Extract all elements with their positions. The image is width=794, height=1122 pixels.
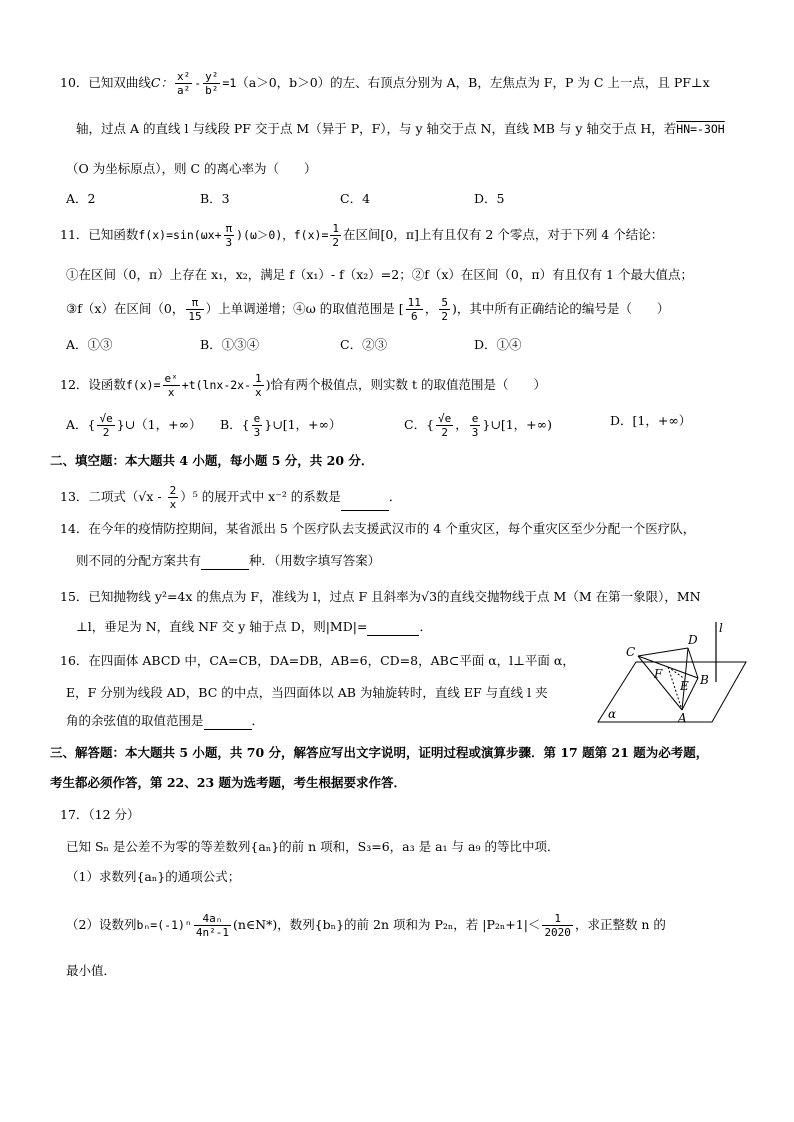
q12-a-den: 2	[102, 426, 110, 439]
label-l: l	[719, 621, 723, 635]
q12-func-mid: +t(lnx-2x-	[181, 378, 252, 392]
q15-b: ．	[419, 619, 432, 634]
q12-option-b	[220, 412, 341, 439]
q12-func: f(x)=	[125, 378, 161, 392]
q10-line2-text: 轴，过点 A 的直线 l 与线段 PF 交于点 M（异于 P，F），与 y 轴交于点 N，直线 MB 与 y 轴交于点 H，若	[76, 121, 677, 136]
q11-line1	[60, 222, 754, 249]
section3-heading-line1: 三、解答题：本大题共 5 小题，共 70 分，解答应写出文字说明，证明过程或演算步骤．第 17 题第 21 题为必考题，	[50, 745, 709, 760]
q11-frac-5-2-num: 5	[441, 296, 449, 309]
q12-c-den1: 2	[441, 426, 448, 439]
q13-num: 2	[169, 484, 177, 497]
q12-c-den2: 3	[471, 426, 479, 439]
q10-line1	[60, 70, 754, 97]
q12-b-den: 3	[253, 426, 261, 439]
q11-option-c: C．②③	[340, 337, 388, 352]
q10-option-d: D．5	[474, 191, 505, 206]
q12-intro: 12．设函数	[60, 377, 126, 392]
q11-frac-pi15-den: 15	[188, 310, 202, 323]
q11-eq: f(x)=	[293, 228, 329, 242]
label-a: A	[678, 711, 687, 725]
q12-frac-ex-num: eˣ	[164, 372, 178, 385]
q11-frac-pi15	[186, 296, 203, 323]
q12-b-post: }∪[1，+∞）	[264, 417, 342, 432]
q11-frac-11-6	[406, 296, 423, 323]
q14-line2	[76, 552, 754, 570]
q10-minus: -	[194, 76, 202, 90]
q11-frac-11-6-den: 6	[410, 310, 418, 323]
label-b: B	[700, 673, 709, 687]
q11-line3-comma: ，	[424, 301, 438, 316]
q14-line1: 14．在今年的疫情防控期间，某省派出 5 个医疗队去支援武汉市的 4 个重灾区，每个重灾区至少分配一个医疗队，	[60, 521, 696, 536]
q12-b-num: e	[253, 412, 261, 425]
label-f: F	[654, 667, 663, 681]
q12-frac-ex	[163, 372, 180, 399]
q10-option-a: A．2	[66, 191, 96, 206]
q12-a-post: }∪（1，+∞）	[116, 417, 202, 432]
q10-eq: =1	[222, 76, 237, 90]
q12-line1-rest: )恰有两个极值点，则实数 t 的取值范围是（ ）	[265, 377, 547, 392]
segment-ef	[668, 667, 685, 679]
q12-frac-ex-den: x	[167, 386, 175, 399]
q11-line3-b: ）上单调递增；④ω 的取值范围是 [	[205, 301, 404, 316]
q15-line1: 15．已知抛物线 y²=4x 的焦点为 F，准线为 l，过点 F 且斜率为√3的直线交抛物线于点 M（M 在第一象限），MN	[60, 589, 701, 604]
q16-answer-blank[interactable]	[204, 729, 252, 730]
q12-c-post: }∪[1，+∞)	[482, 417, 552, 432]
q16-b: ．	[251, 713, 265, 728]
q14-answer-blank[interactable]	[201, 569, 249, 570]
q11-func: f(x)=sin(ωx+	[138, 228, 222, 242]
q15-a: ⊥l，垂足为 N，直线 NF 交 y 轴于点 D，则|MD|=	[76, 619, 368, 634]
q11-frac-pi3-num: π	[225, 222, 233, 235]
q12-a-num: √e	[99, 412, 113, 425]
q12-line1	[60, 372, 754, 399]
q12-frac-1x-num: 1	[255, 372, 262, 385]
q12-option-d: D．[1，+∞）	[610, 413, 692, 428]
q11-option-a: A．①③	[66, 337, 113, 352]
q12-a-pre: A．{	[66, 417, 96, 432]
q10-frac2-num: y²	[205, 70, 219, 83]
q11-line3	[66, 296, 754, 323]
q11-frac-5-2	[439, 296, 450, 323]
q17-frac-bn-den: 4n²-1	[195, 926, 229, 939]
q13-b: ）⁵ 的展开式中 x⁻² 的系数是	[180, 489, 341, 504]
q12-c-frac1	[436, 412, 453, 439]
q17-line1: 已知 Sₙ 是公差不为零的等差数列{aₙ}的前 n 项和，S₃=6，a₃ 是 a₁ 与 a₉ 的等比中项．	[66, 839, 560, 854]
q17-frac-2020-den: 2020	[544, 926, 571, 939]
q11-func-end: )(ω＞0)，	[236, 228, 294, 242]
q17-bn: bₙ=(-1)ⁿ	[136, 918, 192, 932]
q10-frac1	[175, 70, 192, 97]
q17-part2-a: （2）设数列	[66, 917, 137, 932]
edge-db	[688, 648, 698, 678]
q11-frac-pi3	[224, 222, 235, 249]
q12-option-a	[66, 412, 202, 439]
q11-frac-half-den: 2	[332, 236, 339, 249]
q10-option-b: B．3	[200, 191, 230, 206]
q12-a-frac	[97, 412, 114, 439]
q17-part2	[66, 912, 754, 939]
q12-c-pre: C．{	[404, 417, 435, 432]
q12-b-frac	[252, 412, 263, 439]
plane-alpha	[598, 662, 746, 722]
q11-line3-rest: )，其中所有正确结论的编号是（ ）	[452, 301, 670, 316]
q10-frac2	[203, 70, 220, 97]
section2-heading: 二、填空题：本大题共 4 小题，每小题 5 分，共 20 分．	[50, 453, 374, 468]
q17-part1: （1）求数列{aₙ}的通项公式；	[66, 869, 241, 884]
q16-a: 角的余弦值的取值范围是	[66, 713, 204, 728]
q17-frac-bn-num: 4aₙ	[194, 912, 231, 926]
q10-line3: （O 为坐标原点），则 C 的离心率为（ ）	[66, 161, 317, 176]
q11-frac-pi15-num: π	[186, 296, 203, 310]
q13-line	[60, 484, 754, 511]
q12-option-c	[404, 412, 552, 439]
q17-part2-e: ，求正整数 n 的	[574, 917, 666, 932]
label-e: E	[680, 679, 689, 693]
q16-line2: E，F 分别为线段 AD，BC 的中点，当四面体以 AB 为轴旋转时，直线 EF 与直线 l 夹	[66, 685, 548, 700]
q10-intro: 10．已知双曲线	[60, 75, 151, 90]
section3-heading-line2: 考生都必须作答，第 22、23 题为选考题，考生根据要求作答．	[50, 775, 406, 790]
q12-c-mid: ，	[455, 417, 468, 432]
q10-line2	[76, 120, 754, 138]
q12-c-num1: √e	[438, 412, 452, 425]
q10-line1-rest: （a＞0，b＞0）的左、右顶点分别为 A，B，左焦点为 F，P 为 C 上一点，且 PF⊥x	[236, 75, 710, 90]
q13-a: 13．二项式（√x -	[60, 489, 166, 504]
q11-option-b: B．①③④	[200, 337, 260, 352]
q10-frac1-num: x²	[176, 70, 191, 83]
q13-end: ．	[388, 489, 402, 504]
q11-frac-11-6-num: 11	[407, 296, 421, 309]
q12-frac-1x	[253, 372, 264, 399]
q15-answer-blank[interactable]	[367, 635, 419, 636]
q14-b: 种．（用数字填写答案）	[249, 553, 381, 568]
q12-c-frac2	[470, 412, 481, 439]
q17-frac-2020	[542, 912, 573, 939]
q16-line1: 16．在四面体 ABCD 中，CA=CB，DA=DB，AB=6，CD=8，AB⊂平面 α，l⊥平面 α，	[60, 653, 575, 668]
q10-frac1-den: a²	[176, 84, 191, 97]
q11-option-d: D．①④	[474, 337, 522, 352]
q10-vector-eq: HN=-3OH	[676, 122, 725, 136]
q13-answer-blank[interactable]	[341, 510, 389, 511]
q11-frac-5-2-den: 2	[441, 310, 449, 323]
q11-frac-half-num: 1	[332, 222, 339, 235]
label-d: D	[688, 633, 698, 647]
q10-option-c: C．4	[340, 191, 371, 206]
q10-frac2-den: b²	[205, 84, 219, 97]
q11-line2: ①在区间（0，π）上存在 x₁，x₂，满足 f（x₁）- f（x₂）=2；②f（x）在区间（0，π）有且仅有 1 个最大值点；	[66, 267, 693, 282]
q10-curve-name: C：	[150, 75, 173, 90]
q12-frac-1x-den: x	[255, 386, 262, 399]
edge-cd	[638, 648, 688, 656]
q12-c-num2: e	[471, 412, 479, 425]
tetrahedron-figure	[590, 620, 750, 730]
q11-line1-rest: 在区间[0，π]上有且仅有 2 个零点，对于下列 4 个结论：	[343, 227, 664, 242]
q11-frac-pi3-den: 3	[225, 236, 233, 249]
q17-frac-bn	[194, 912, 231, 939]
q17-head: 17．（12 分）	[60, 807, 140, 822]
q11-line3-a: ③f（x）在区间（0，	[66, 301, 185, 316]
label-alpha: α	[608, 707, 617, 721]
q13-den: x	[169, 498, 177, 511]
q17-part2-c: (n∈N*)，数列{bₙ}的前 2n 项和为 P₂ₙ，若 |P₂ₙ+1|＜	[232, 917, 541, 932]
q11-intro: 11．已知函数	[60, 227, 139, 242]
q12-b-pre: B．{	[220, 417, 250, 432]
q14-a: 则不同的分配方案共有	[76, 553, 202, 568]
q11-frac-half	[330, 222, 341, 249]
q13-frac	[168, 484, 179, 511]
q17-frac-2020-num: 1	[542, 912, 573, 926]
label-c: C	[626, 645, 636, 659]
q17-last-line: 最小值．	[66, 963, 117, 978]
